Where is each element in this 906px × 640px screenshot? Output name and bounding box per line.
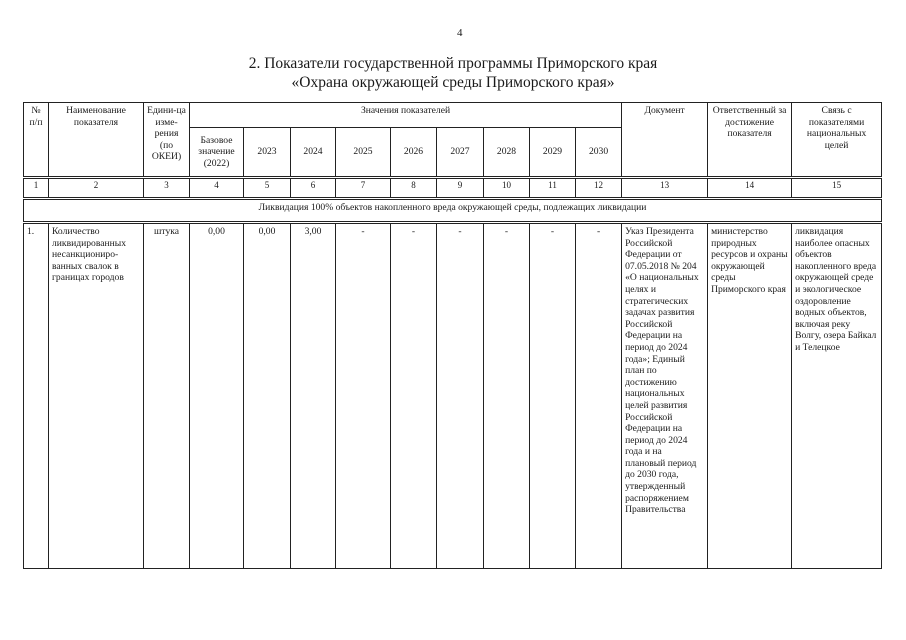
column-number: 3	[144, 179, 190, 198]
column-number: 10	[484, 179, 530, 198]
section-title: Ликвидация 100% объектов накопленного вреда окружающей среды, подлежащих ликвидации	[24, 200, 882, 222]
header-base-value: Базовое значение (2022)	[190, 128, 244, 177]
header-year: 2029	[530, 128, 576, 177]
column-number: 6	[291, 179, 336, 198]
year-value-cell: 3,00	[291, 224, 336, 569]
header-national-goals-link: Связь с показателями национальных целей	[792, 103, 882, 177]
column-numbers-row	[24, 179, 882, 198]
column-number: 12	[576, 179, 622, 198]
column-number: 1	[24, 179, 49, 198]
column-number: 5	[244, 179, 291, 198]
year-value-cell: -	[437, 224, 484, 569]
year-value-cell: -	[336, 224, 391, 569]
column-number: 14	[708, 179, 792, 198]
header-responsible: Ответственный за достижение показателя	[708, 103, 792, 177]
header-year: 2026	[391, 128, 437, 177]
national-goals-link-cell: ликвидация наиболее опасных объектов накопленного вреда окружающей среде и экологическое оздоровление водных объектов, включая реку Волгу, озера Байкал и Телецкое	[792, 224, 882, 569]
header-year: 2027	[437, 128, 484, 177]
year-value-cell: -	[391, 224, 437, 569]
unit-cell: штука	[144, 224, 190, 569]
section-row	[24, 200, 882, 222]
column-number: 15	[792, 179, 882, 198]
header-num: № п/п	[24, 103, 49, 177]
document-cell: Указ Президента Российской Федерации от 07.05.2018 № 204 «О национальных целях и стратегических задачах развития Российской Федерации на период до 2024 года»; Единый план по достижению национальных целей развития Российской Федерации на период до 2024 года и на плановый период до 2030 года, утвержденный распоряжением Правительства	[622, 224, 708, 569]
document-title	[0, 54, 906, 92]
year-value-cell: -	[530, 224, 576, 569]
column-number: 11	[530, 179, 576, 198]
year-value-cell: -	[484, 224, 530, 569]
header-year: 2028	[484, 128, 530, 177]
table-row	[24, 224, 882, 569]
header-values-group: Значения показателей	[190, 103, 622, 128]
column-number: 7	[336, 179, 391, 198]
header-year: 2030	[576, 128, 622, 177]
indicator-name: Количество ликвидированных несанкциониро-ванных свалок в границах городов	[49, 224, 144, 569]
header-name: Наименование показателя	[49, 103, 144, 177]
column-number: 9	[437, 179, 484, 198]
responsible-cell: министерство природных ресурсов и охраны окружающей среды Приморского края	[708, 224, 792, 569]
page-number: 4	[457, 27, 463, 39]
title-line-2: «Охрана окружающей среды Приморского края»	[291, 74, 615, 91]
header-document: Документ	[622, 103, 708, 177]
header-year: 2023	[244, 128, 291, 177]
year-value-cell: -	[576, 224, 622, 569]
header-year: 2024	[291, 128, 336, 177]
base-value-cell: 0,00	[190, 224, 244, 569]
indicators-table	[23, 102, 882, 569]
year-value-cell: 0,00	[244, 224, 291, 569]
header-year: 2025	[336, 128, 391, 177]
header-unit: Едини-ца изме-рения (по ОКЕИ)	[144, 103, 190, 177]
column-number: 13	[622, 179, 708, 198]
column-number: 8	[391, 179, 437, 198]
header-row-1	[24, 103, 882, 128]
row-number: 1.	[24, 224, 49, 569]
title-line-1: 2. Показатели государственной программы Приморского края	[248, 55, 658, 72]
column-number: 2	[49, 179, 144, 198]
column-number: 4	[190, 179, 244, 198]
